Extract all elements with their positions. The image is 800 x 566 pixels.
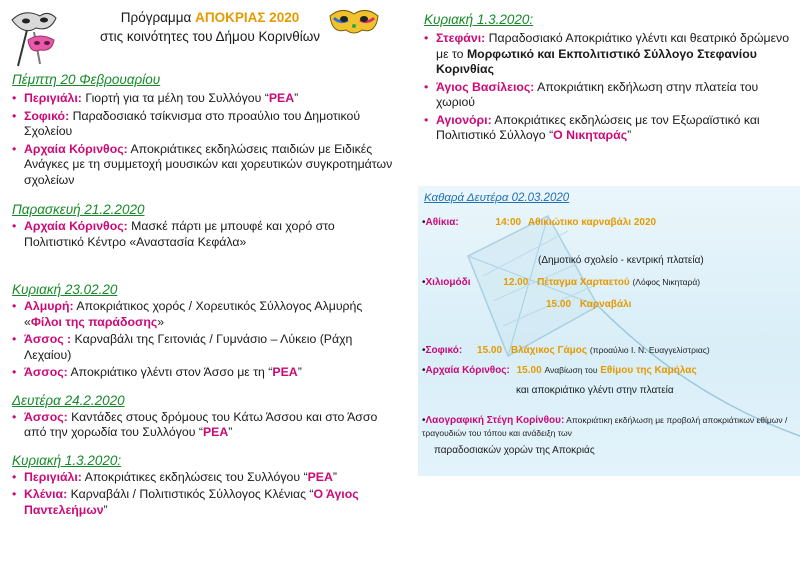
list-item: • Άσσος: Αποκριάτικο γλέντι στον Άσσο με τη “ΡΕΑ” (12, 365, 396, 381)
list-item: • Άσσος : Καρναβάλι της Γειτονιάς / Γυμνάσιο – Λύκειο (Ράχη Λεχαίου) (12, 332, 396, 363)
title-highlight: ΑΠΟΚΡΙΑΣ 2020 (195, 10, 300, 25)
row-sofiko: •Σοφικό: 15.00 Βλάχικος Γάμος (προαύλιο Ι. Ν. Ευαγγελίστριας) (422, 345, 710, 356)
list-item: • Κλένια: Καρναβάλι / Πολιτιστικός Σύλλογος Κλένιας “Ο Άγιος Παντελεήμων” (12, 487, 396, 518)
note-laografiki-stegi: παραδοσιακών χορών της Αποκριάς (434, 445, 595, 456)
list-item: • Άγιος Βασίλειος: Αποκριάτικη εκδήλωση στην πλατεία του χωριού (424, 80, 796, 111)
list-item: • Άσσος: Καντάδες στους δρόμους του Κάτω Άσσου και στο Άσσο από την χορωδία του Συλλόγου “ΡΕΑ” (12, 410, 396, 441)
event-list-feb23 (12, 299, 396, 381)
note-archaia-korinthos: και αποκριάτικο γλέντι στην πλατεία (516, 385, 674, 396)
list-item: • Περιγιάλι: Γιορτή για τα μέλη του Συλλόγου “ΡΕΑ” (12, 91, 396, 107)
date-heading-feb23: Κυριακή 23.02.20 (12, 282, 118, 297)
page-title (40, 8, 380, 46)
event-list-feb20 (12, 91, 396, 188)
row-laografiki-stegi: •Λαογραφική Στέγη Κορίνθου: Αποκριάτικη εκδήλωση με προβολή αποκριάτικων εθίμων /τραγουδιών του τόπου και ανάδειξη των (422, 415, 788, 438)
date-heading-clean-monday: Καθαρά Δευτέρα 02.03.2020 (424, 192, 570, 204)
list-item: • Αρχαία Κόρινθος: Αποκριάτικες εκδηλώσεις παιδιών με Ειδικές Ανάγκες με τη συμμετοχή μουσικών και χορευτικών συγκροτημάτων σχολείων (12, 142, 396, 189)
right-column (424, 12, 796, 146)
row-archaia-korinthos: •Αρχαία Κόρινθος: 15.00 Αναβίωση του Εθίμου της Καμήλας (422, 365, 697, 376)
list-item: • Αρχαία Κόρινθος: Μασκέ πάρτι με μπουφέ και χορό στο Πολιτιστικό Κέντρο «Αναστασία Κεφάλα» (12, 219, 396, 250)
left-column (12, 72, 396, 520)
event-list-feb21 (12, 219, 396, 250)
kite-icon (448, 206, 800, 446)
note-athikia: (Δημοτικό σχολείο - κεντρική πλατεία) (538, 255, 704, 266)
date-heading-feb20: Πέμπτη 20 Φεβρουαρίου (12, 72, 161, 87)
list-item: • Αγιονόρι: Αποκριάτικες εκδηλώσεις με τον Εξωραϊστικό και Πολιτιστικό Σύλλογο “Ο Νικηταράς” (424, 113, 796, 144)
date-heading-mar1-left: Κυριακή 1.3.2020: (12, 452, 122, 468)
title-line2: στις κοινότητες του Δήμου Κορινθίων (99, 29, 321, 44)
list-item: • Στεφάνι: Παραδοσιακό Αποκριάτικο γλέντι και θεατρικό δρώμενο με το Μορφωτικό και Εκπολιτιστικό Σύλλογο Στεφανίου Κορινθίας (424, 31, 796, 78)
clean-monday-box (418, 186, 800, 476)
row-chiliomodi-2: 15.00 Καρναβάλι (546, 299, 632, 310)
title-line1-pre: Πρόγραμμα (120, 10, 192, 25)
list-item: • Περιγιάλι: Αποκριάτικες εκδηλώσεις του Συλλόγου “ΡΕΑ” (12, 470, 396, 486)
row-athikia: •Αθίκια: 14:00 Αθικιώτικο καρναβάλι 2020 (422, 217, 657, 228)
event-list-feb24 (12, 410, 396, 441)
list-item: • Σοφικό: Παραδοσιακό τσίκνισμα στο προαύλιο του Δημοτικού Σχολείου (12, 109, 396, 140)
date-heading-mar1-right: Κυριακή 1.3.2020: (424, 12, 534, 27)
event-list-mar1-left (12, 470, 396, 519)
event-list-mar1-right (424, 31, 796, 144)
row-chiliomodi: •Χιλιομόδι 12.00 Πέταγμα Χαρταετού (Λόφος Νικηταρά) (422, 277, 701, 288)
date-heading-feb21: Παρασκευή 21.2.2020 (12, 202, 145, 217)
date-heading-feb24: Δευτέρα 24.2.2020 (12, 392, 125, 408)
list-item: • Αλμυρή: Αποκριάτικος χορός / Χορευτικός Σύλλογος Αλμυρής «Φίλοι της παράδοσης» (12, 299, 396, 330)
